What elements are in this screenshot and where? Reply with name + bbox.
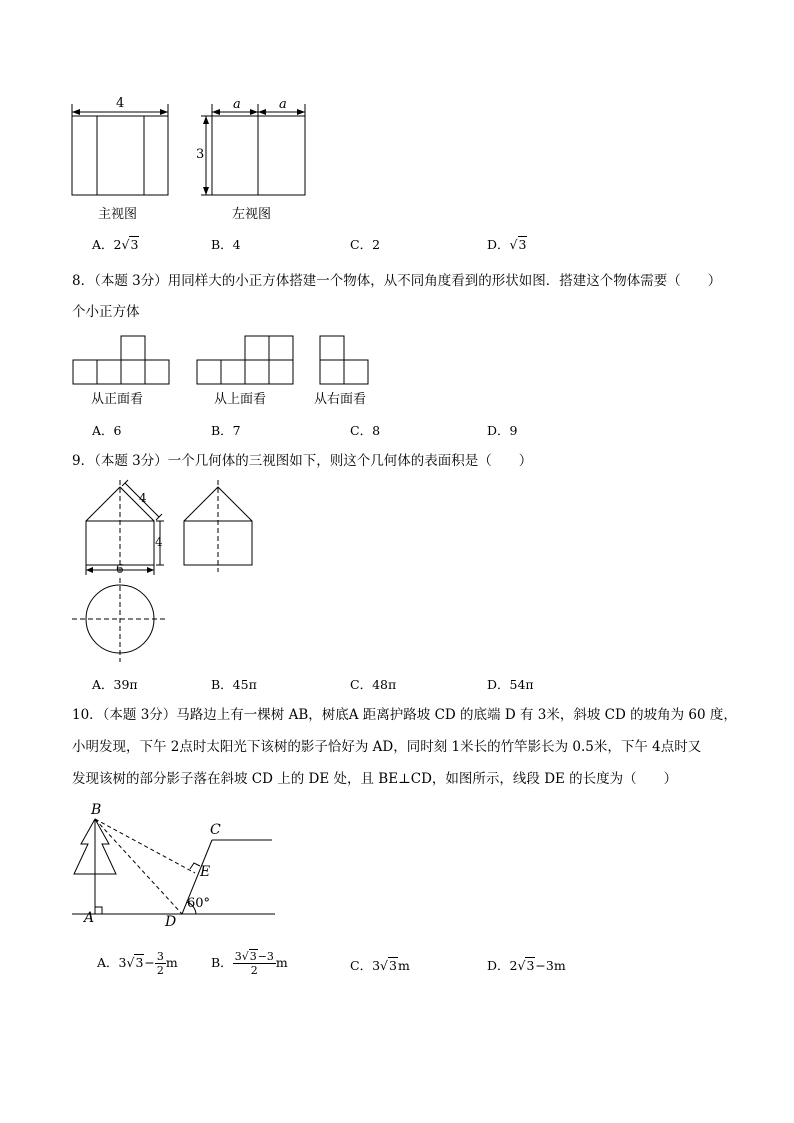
q8-caption-right: 从右面看 xyxy=(314,392,367,407)
q10-option-a-minus: − xyxy=(144,955,155,970)
q10-label-angle: 60° xyxy=(187,896,211,911)
q10-option-d[interactable]: D．2√3−3m xyxy=(487,958,566,973)
q10-option-b-unit: m xyxy=(275,955,288,970)
q7-dim-top-label: 4 xyxy=(116,96,125,111)
q8-option-d[interactable]: D．9 xyxy=(487,423,518,438)
q8-caption-front: 从正面看 xyxy=(91,392,144,407)
q7-option-d[interactable]: D．√3 xyxy=(487,237,527,252)
q9-dim-slant-label: 4 xyxy=(139,491,147,505)
q10-option-d-coef: 2 xyxy=(509,958,518,973)
q10-option-c-coef: 3 xyxy=(372,958,381,973)
q10-option-a-radicand: 3 xyxy=(135,955,144,970)
q10-label-b: B xyxy=(91,802,102,818)
q9-option-b[interactable]: B．45π xyxy=(211,677,257,692)
q10-option-b-num-radicand: 3 xyxy=(249,950,257,963)
q7-option-d-label: D． xyxy=(487,237,510,252)
q10-option-a-label: A． xyxy=(97,955,119,970)
q10-label-a: A xyxy=(84,910,95,926)
q7-caption-left: 左视图 xyxy=(232,207,272,222)
q10-option-a[interactable]: A．3√3− $\frac{3}{2}$ m xyxy=(97,950,178,977)
q10-option-c-unit: m xyxy=(397,958,410,973)
q8-caption-top: 从上面看 xyxy=(214,392,267,407)
q8-option-b[interactable]: B．7 xyxy=(211,423,241,438)
q10-option-c-label: C． xyxy=(350,958,373,973)
q8-question-line1: 8．（本题 3分）用同样大的小正方体搭建一个物体，从不同角度看到的形状如图．搭建这个物体需要（ ） xyxy=(72,273,722,289)
q7-option-b[interactable]: B．4 xyxy=(211,237,241,252)
q7-option-a-radicand: 3 xyxy=(130,237,139,252)
q9-option-d[interactable]: D．54π xyxy=(487,677,534,692)
q10-question-line3: 发现该树的部分影子落在斜坡 CD 上的 DE 处，且 BE⊥CD，如图所示，线段 DE 的长度为（ ） xyxy=(72,771,678,787)
q10-option-a-unit: m xyxy=(165,955,178,970)
q8-option-a[interactable]: A．6 xyxy=(92,423,122,438)
q10-option-d-label: D． xyxy=(487,958,510,973)
q7-option-a-coef: 2 xyxy=(113,237,122,252)
q10-option-c[interactable]: C．3√3m xyxy=(350,958,410,973)
q10-option-b[interactable] xyxy=(211,947,288,979)
q9-question-line1: 9．（本题 3分）一个几何体的三视图如下，则这个几何体的表面积是（ ） xyxy=(72,453,533,469)
q9-option-a[interactable]: A．39π xyxy=(92,677,138,692)
q7-option-d-radicand: 3 xyxy=(518,237,527,252)
q7-dim-a1-label: a xyxy=(233,97,241,112)
q10-option-b-num-tail: −3 xyxy=(257,950,274,963)
q10-question-line2: 小明发现，下午 2点时太阳光下该树的影子恰好为 AD，同时刻 1米长的竹竿影长为 0.5米，下午 4点时又 xyxy=(72,739,702,755)
q7-option-a[interactable]: A．2√3 xyxy=(92,237,139,252)
q10-option-a-coef: 3 xyxy=(118,955,127,970)
q10-option-b-fraction xyxy=(233,950,276,977)
q9-option-c[interactable]: C．48π xyxy=(350,677,397,692)
q10-label-d: D xyxy=(165,914,177,930)
q10-option-b-numerator: 3√3−3 xyxy=(234,950,274,963)
q7-caption-front: 主视图 xyxy=(98,207,138,222)
q10-option-d-radicand: 3 xyxy=(526,958,535,973)
q10-option-a-numerator: 3 xyxy=(156,950,164,963)
q7-option-a-label: A． xyxy=(92,237,114,252)
q10-option-b-denominator: 2 xyxy=(250,964,258,977)
q10-question-line1: 10．（本题 3分）马路边上有一棵树 AB，树底A 距离护路坡 CD 的底端 D 有 3米，斜坡 CD 的坡角为 60 度， xyxy=(72,707,737,723)
q8-question-line2: 个小正方体 xyxy=(72,304,140,320)
q7-option-c[interactable]: C．2 xyxy=(350,237,381,252)
q10-option-a-denominator: 2 xyxy=(156,964,164,977)
q10-option-b-label: B． xyxy=(211,955,233,970)
q9-dim-height-label: 4 xyxy=(155,535,163,549)
q10-option-a-fraction xyxy=(155,950,166,977)
q10-option-c-radicand: 3 xyxy=(389,958,397,973)
q10-label-e: E xyxy=(200,864,211,880)
q7-dim-a2-label: a xyxy=(279,97,287,112)
q7-dim-side-label: 3 xyxy=(196,147,205,162)
q8-option-c[interactable]: C．8 xyxy=(350,423,381,438)
q10-label-c: C xyxy=(210,822,221,838)
q10-option-d-tail: −3m xyxy=(535,958,566,973)
q9-dim-width-label: 6 xyxy=(116,562,124,576)
q10-option-b-num-coef: 3 xyxy=(234,950,242,963)
